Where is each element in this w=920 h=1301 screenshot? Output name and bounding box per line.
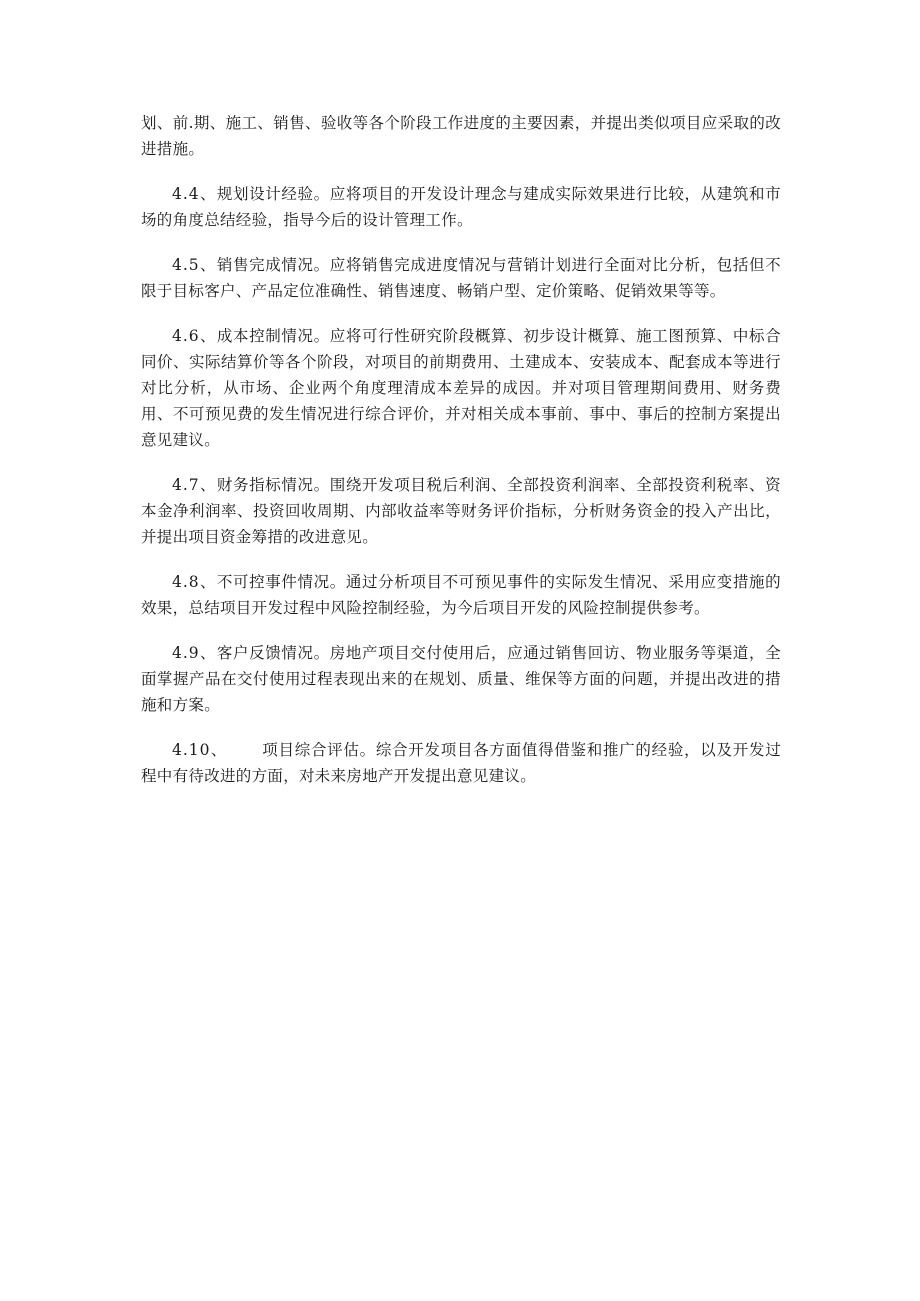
paragraph-text: 财务指标情况。围绕开发项目税后利润、全部投资利润率、全部投资利税率、资本金净利润率、投资回收周期、内部收益率等财务评价指标，分析财务资金的投入产出比，并提出项目资金筹措的改进意见。 (141, 476, 781, 546)
paragraph-4-10 (141, 737, 781, 789)
paragraph-text: 销售完成情况。应将销售完成进度情况与营销计划进行全面对比分析，包括但不限于目标客户、产品定位准确性、销售速度、畅销户型、定价策略、促销效果等等。 (141, 256, 781, 300)
section-number: 4.7、 (172, 476, 217, 494)
paragraph-text: 客户反馈情况。房地产项目交付使用后，应通过销售回访、物业服务等渠道，全面掌握产品在交付使用过程表现出来的在规划、质量、维保等方面的问题，并提出改进的措施和方案。 (141, 644, 781, 714)
section-number: 4.5、 (172, 256, 217, 274)
section-number: 4.9、 (172, 644, 217, 662)
section-number: 4.6、 (172, 327, 217, 345)
paragraph-text: 规划设计经验。应将项目的开发设计理念与建成实际效果进行比较，从建筑和市场的角度总结经验，指导今后的设计管理工作。 (141, 185, 781, 229)
paragraph-4-8 (141, 569, 781, 621)
paragraph-continued (141, 110, 781, 162)
paragraph-text: 项目综合评估。综合开发项目各方面值得借鉴和推广的经验，以及开发过程中有待改进的方面，对未来房地产开发提出意见建议。 (141, 741, 781, 785)
section-number: 4.4、 (172, 185, 217, 203)
paragraph-4-4 (141, 181, 781, 233)
paragraph-4-9 (141, 640, 781, 718)
paragraph-text: 划、前.期、施工、销售、验收等各个阶段工作进度的主要因素，并提出类似项目应采取的改进措施。 (141, 114, 781, 158)
paragraph-4-7 (141, 472, 781, 550)
paragraph-4-5 (141, 252, 781, 304)
section-number: 4.8、 (172, 573, 217, 591)
paragraph-text: 成本控制情况。应将可行性研究阶段概算、初步设计概算、施工图预算、中标合同价、实际结算价等各个阶段，对项目的前期费用、土建成本、安装成本、配套成本等进行对比分析，从市场、企业两个角度理清成本差异的成因。并对项目管理期间费用、财务费用、不可预见费的发生情况进行综合评价，并对相关成本事前、事中、事后的控制方案提出意见建议。 (141, 327, 781, 449)
paragraph-4-6 (141, 323, 781, 453)
document-page (141, 110, 781, 808)
section-number: 4.10、 (172, 741, 228, 759)
paragraph-text: 不可控事件情况。通过分析项目不可预见事件的实际发生情况、采用应变措施的效果，总结项目开发过程中风险控制经验，为今后项目开发的风险控制提供参考。 (141, 573, 781, 617)
